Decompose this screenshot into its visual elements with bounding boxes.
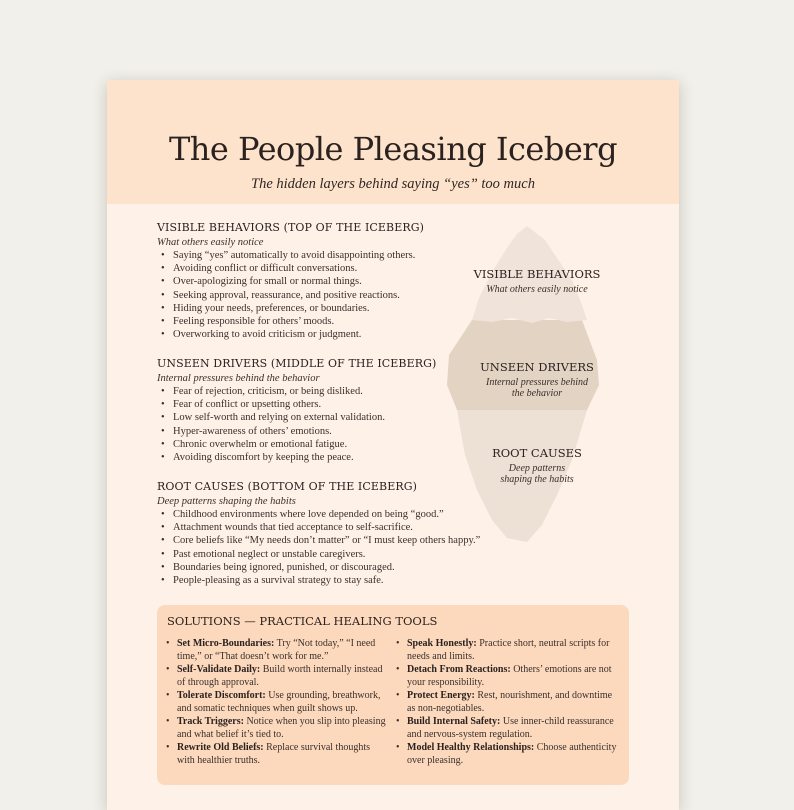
solution-text: Others’ emotions are not your responsibility. [407, 664, 612, 688]
iceberg-label-top [457, 267, 617, 295]
list-item: • Hyper-awareness of others’ emotions. [157, 425, 497, 438]
solution-item [165, 715, 387, 741]
section-subtitle: Internal pressures behind the behavior [157, 373, 320, 384]
solution-text: Try “Not today,” “I need time,” or “That doesn’t work for me.” [177, 638, 376, 662]
iceberg-label-title: VISIBLE BEHAVIORS [473, 267, 601, 281]
iceberg-subtitle-line: the behavior [511, 388, 563, 399]
list-item: • Past emotional neglect or unstable caregivers. [157, 548, 497, 561]
list-item: • Avoiding discomfort by keeping the peace. [157, 451, 497, 464]
iceberg-subtitle-line: shaping the habits [500, 474, 574, 485]
solution-label: Speak Honestly: [407, 638, 477, 649]
solution-label: Build Internal Safety: [407, 716, 501, 727]
list-item: • Low self-worth and relying on external validation. [157, 411, 497, 424]
solution-text: Rest, nourishment, and downtime as non-negotiables. [407, 690, 613, 714]
list-item: • Core beliefs like “My needs don’t matter” or “I must keep others happy.” [157, 534, 497, 547]
solution-item [395, 715, 617, 741]
solution-item [165, 663, 387, 689]
solution-label: Set Micro-Boundaries: [177, 638, 275, 649]
solution-item [395, 663, 617, 689]
solution-item [395, 741, 617, 767]
solution-label: Self-Validate Daily: [177, 664, 261, 675]
solution-item [395, 637, 617, 663]
solution-item [165, 741, 387, 767]
iceberg-label-middle [457, 360, 617, 399]
solution-label: Protect Energy: [407, 690, 475, 701]
list-item: • Childhood environments where love depended on being “good.” [157, 508, 497, 521]
iceberg-subtitle-line: Deep patterns [508, 463, 566, 474]
page-subtitle: The hidden layers behind saying “yes” too much [251, 176, 535, 192]
section-title: ROOT CAUSES (BOTTOM OF THE ICEBERG) [157, 480, 418, 493]
list-item: • Saying “yes” automatically to avoid disappointing others. [157, 249, 497, 262]
worksheet-page [107, 80, 679, 810]
solutions-column-right [395, 637, 617, 767]
solution-item [395, 689, 617, 715]
solution-text: Use inner-child reassurance and nervous-system regulation. [407, 716, 614, 740]
solution-text: Notice when you slip into pleasing and what belief it’s tied to. [177, 716, 386, 740]
solution-text: Use grounding, breathwork, and somatic techniques when guilt shows up. [177, 690, 381, 714]
list-item: • Fear of rejection, criticism, or being disliked. [157, 385, 497, 398]
solutions-title: SOLUTIONS — PRACTICAL HEALING TOOLS [167, 614, 438, 628]
list-item: • Hiding your needs, preferences, or boundaries. [157, 302, 497, 315]
list-item: • Avoiding conflict or difficult conversations. [157, 262, 497, 275]
list-item: • Seeking approval, reassurance, and positive reactions. [157, 289, 497, 302]
solutions-list [165, 637, 387, 767]
solution-item [165, 637, 387, 663]
iceberg-label-subtitle: What others easily notice [486, 284, 588, 295]
section-title: VISIBLE BEHAVIORS (TOP OF THE ICEBERG) [157, 221, 425, 234]
solution-label: Tolerate Discomfort: [177, 690, 266, 701]
iceberg-label-title: ROOT CAUSES [492, 446, 582, 460]
list-item: • Chronic overwhelm or emotional fatigue. [157, 438, 497, 451]
iceberg-label-subtitle [457, 377, 617, 399]
section-subtitle: What others easily notice [157, 237, 264, 248]
solution-text: Practice short, neutral scripts for needs and limits. [407, 638, 610, 662]
solution-text: Replace survival thoughts with healthier truths. [177, 742, 371, 766]
section-title: UNSEEN DRIVERS (MIDDLE OF THE ICEBERG) [157, 357, 437, 370]
solutions-column-left [165, 637, 387, 767]
solutions-list [395, 637, 617, 767]
list-item: • Overworking to avoid criticism or judgment. [157, 328, 497, 341]
list-item: • Boundaries being ignored, punished, or discouraged. [157, 561, 497, 574]
solution-item [165, 689, 387, 715]
list-item: • Feeling responsible for others’ moods. [157, 315, 497, 328]
list-item: • Over-apologizing for small or normal things. [157, 275, 497, 288]
iceberg-label-bottom [457, 446, 617, 485]
solution-label: Model Healthy Relationships: [407, 742, 535, 753]
page-title: The People Pleasing Iceberg [168, 130, 618, 168]
iceberg-label-subtitle [457, 463, 617, 485]
list-item: • Fear of conflict or upsetting others. [157, 398, 497, 411]
list-item: • Attachment wounds that tied acceptance to self-sacrifice. [157, 521, 497, 534]
solution-label: Detach From Reactions: [407, 664, 511, 675]
solution-label: Track Triggers: [177, 716, 244, 727]
list-item: • People-pleasing as a survival strategy to stay safe. [157, 574, 497, 587]
solution-label: Rewrite Old Beliefs: [177, 742, 264, 753]
section-subtitle: Deep patterns shaping the habits [157, 496, 296, 507]
solutions-box [157, 605, 629, 785]
solution-text: Choose authenticity over pleasing. [407, 742, 617, 766]
solution-text: Build worth internally instead of through approval. [177, 664, 383, 688]
iceberg-subtitle-line: Internal pressures behind [485, 377, 589, 388]
iceberg-label-title: UNSEEN DRIVERS [480, 360, 594, 374]
